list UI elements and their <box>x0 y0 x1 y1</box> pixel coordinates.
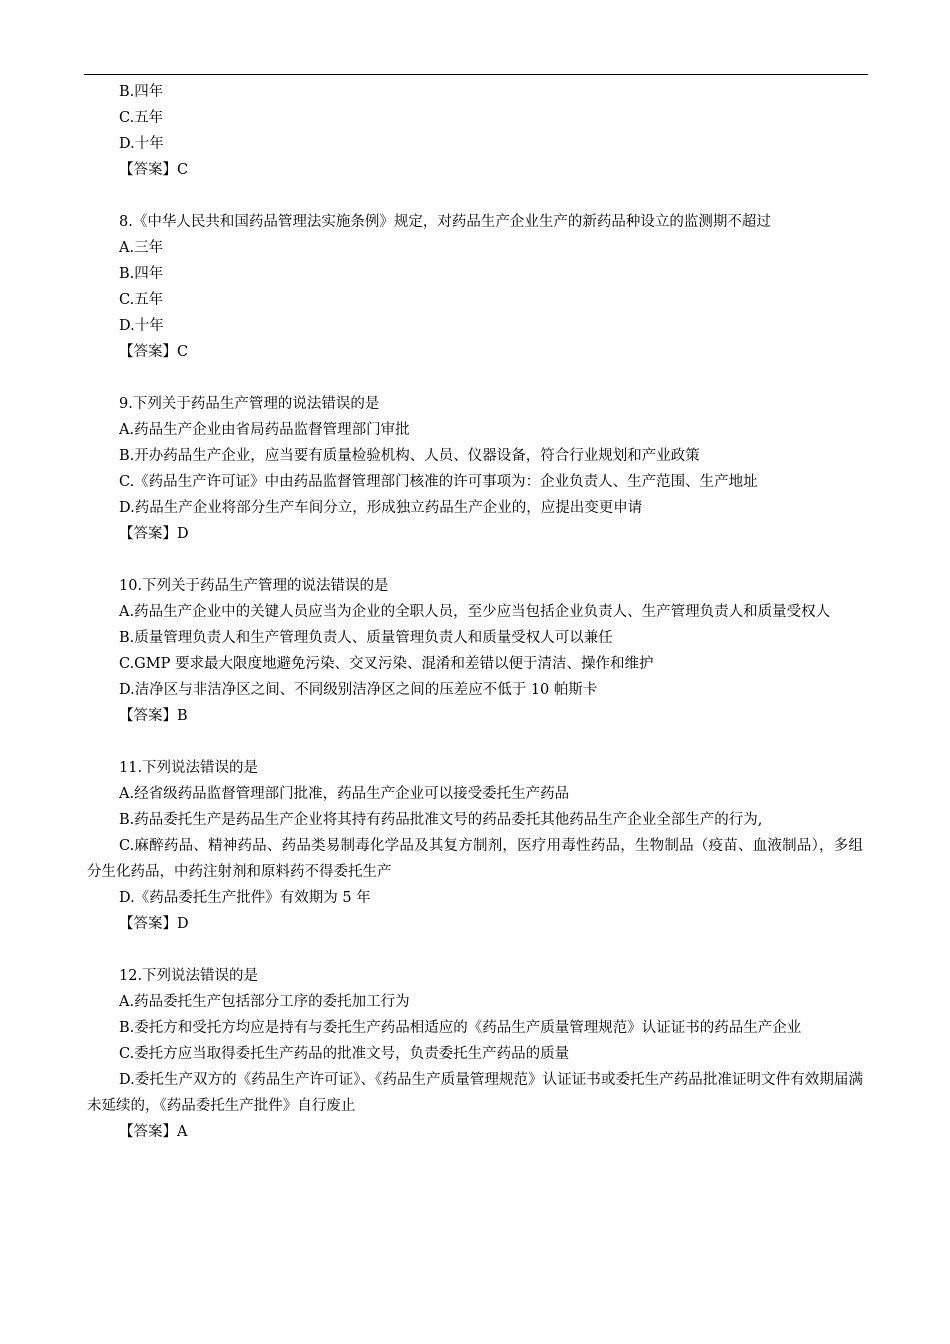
question-stem: 12.下列说法错误的是 <box>119 968 259 984</box>
answer: 【答案】D <box>119 916 189 932</box>
answer: 【答案】C <box>119 344 189 360</box>
option-a: A.三年 <box>119 240 164 256</box>
answer: 【答案】A <box>119 1124 188 1140</box>
option-b: B.开办药品生产企业，应当要有质量检验机构、人员、仪器设备，符合行业规划和产业政策 <box>119 448 700 464</box>
option-a: A.药品委托生产包括部分工序的委托加工行为 <box>119 994 410 1010</box>
question-11 <box>87 755 863 937</box>
option-c: C.GMP 要求最大限度地避免污染、交叉污染、混淆和差错以便于清洁、操作和维护 <box>119 656 654 672</box>
question-10 <box>87 573 863 729</box>
answer: 【答案】D <box>119 526 189 542</box>
question-9 <box>87 391 863 547</box>
option-a: A.经省级药品监督管理部门批准，药品生产企业可以接受委托生产药品 <box>119 786 570 802</box>
option-b: B.四年 <box>119 266 164 282</box>
header-rule <box>84 74 868 75</box>
question-stem: 11.下列说法错误的是 <box>119 760 259 776</box>
option-b: B.药品委托生产是药品生产企业将其持有药品批准文号的药品委托其他药品生产企业全部生产的行为, <box>119 812 763 828</box>
option-d: D.药品生产企业将部分生产车间分立，形成独立药品生产企业的，应提出变更申请 <box>119 500 643 516</box>
option-c: C.麻醉药品、精神药品、药品类易制毒化学品及其复方制剂，医疗用毒性药品，生物制品（疫苗、血液制品），多组分生化药品，中药注射剂和原料药不得委托生产 <box>87 838 863 880</box>
question-8 <box>87 209 863 365</box>
spacer <box>87 729 863 755</box>
question-stem: 9.下列关于药品生产管理的说法错误的是 <box>119 396 380 412</box>
question-12 <box>87 963 863 1145</box>
option-b: B.质量管理负责人和生产管理负责人、质量管理负责人和质量受权人可以兼任 <box>119 630 613 646</box>
option-d: D.《药品委托生产批件》有效期为 5 年 <box>119 890 371 906</box>
spacer <box>87 365 863 391</box>
option-d: D.委托生产双方的《药品生产许可证》、《药品生产质量管理规范》认证证书或委托生产药品批准证明文件有效期届满未延续的，《药品委托生产批件》自行废止 <box>87 1072 863 1114</box>
spacer <box>87 547 863 573</box>
answer: 【答案】B <box>119 708 188 724</box>
option-d: D.十年 <box>119 136 164 152</box>
option-b: B.委托方和受托方均应是持有与委托生产药品相适应的《药品生产质量管理规范》认证证书的药品生产企业 <box>119 1020 802 1036</box>
option-c: C.《药品生产许可证》中由药品监督管理部门核准的许可事项为：企业负责人、生产范围、生产地址 <box>119 474 758 490</box>
question-stem: 8.《中华人民共和国药品管理法实施条例》规定，对药品生产企业生产的新药品种设立的监测期不超过 <box>119 214 771 230</box>
answer: 【答案】C <box>119 162 189 178</box>
option-d: D.十年 <box>119 318 164 334</box>
question-7-tail <box>87 79 863 183</box>
document-body <box>87 79 863 1145</box>
option-c: C.五年 <box>119 292 164 308</box>
option-a: A.药品生产企业中的关键人员应当为企业的全职人员，至少应当包括企业负责人、生产管理负责人和质量受权人 <box>119 604 831 620</box>
spacer <box>87 937 863 963</box>
question-stem: 10.下列关于药品生产管理的说法错误的是 <box>119 578 389 594</box>
option-a: A.药品生产企业由省局药品监督管理部门审批 <box>119 422 410 438</box>
option-b: B.四年 <box>119 84 164 100</box>
option-d: D.洁净区与非洁净区之间、不同级别洁净区之间的压差应不低于 10 帕斯卡 <box>119 682 598 698</box>
spacer <box>87 183 863 209</box>
option-c: C.五年 <box>119 110 164 126</box>
option-c: C.委托方应当取得委托生产药品的批准文号，负责委托生产药品的质量 <box>119 1046 570 1062</box>
